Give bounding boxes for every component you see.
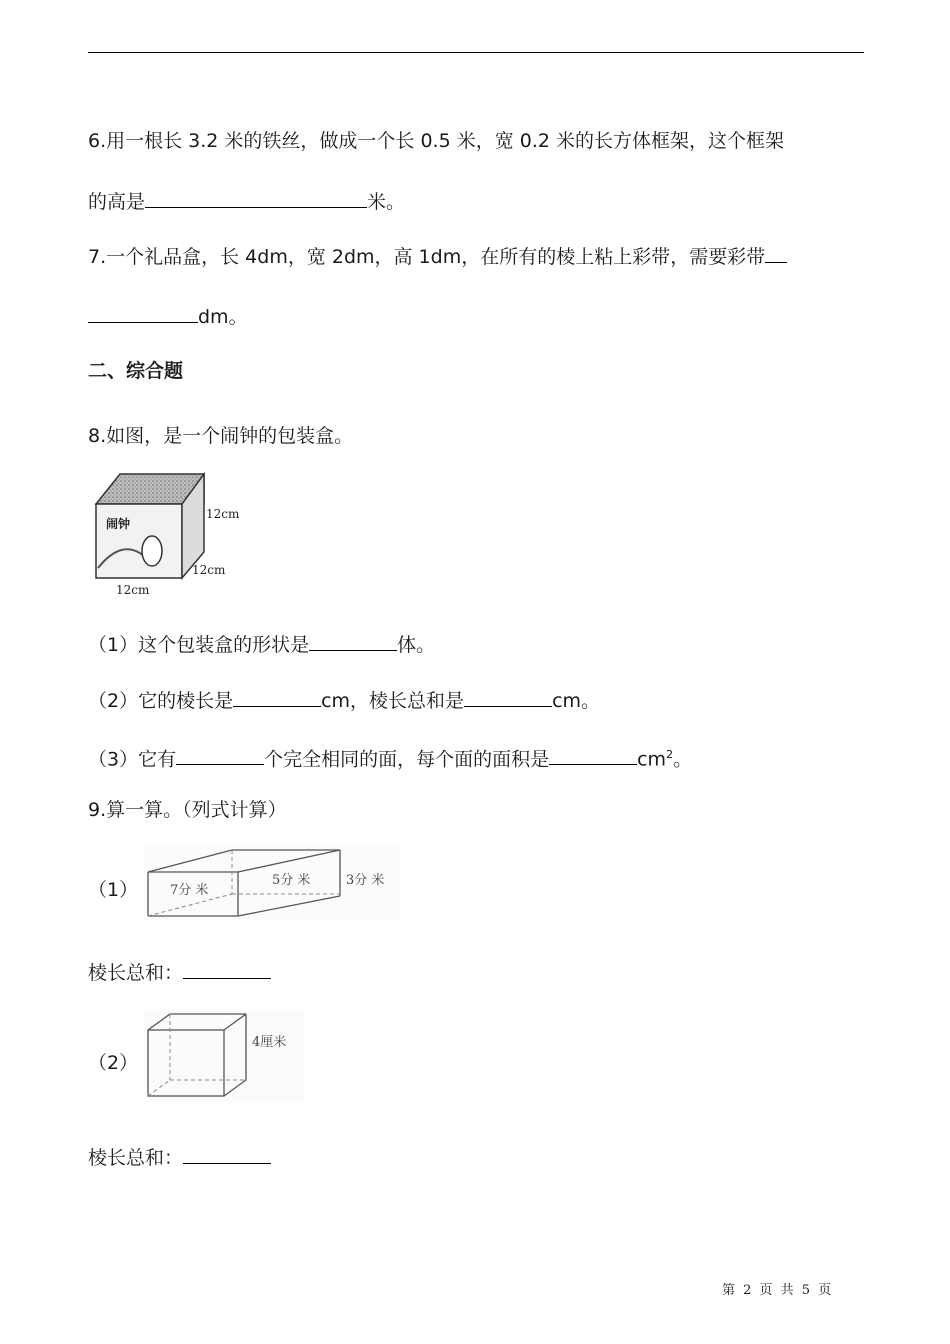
q8-sub2: （2）它的棱长是 cm，棱长总和是 cm。 [88, 690, 601, 712]
q6-line1: 6.用一根长 3.2 米的铁丝，做成一个长 0.5 米，宽 0.2 米的长方体框架，这个框架 [88, 130, 785, 152]
cuboid-figure [144, 844, 400, 920]
q8-sub3-blank2[interactable] [549, 746, 637, 765]
cuboid-length-label: 7分 米 [170, 883, 209, 898]
cube-edge-label: 4厘米 [252, 1035, 287, 1050]
q8-sub1-blank[interactable] [309, 632, 397, 651]
q6-answer-blank[interactable] [145, 189, 367, 208]
q9-p1-answer: 棱长总和： [88, 960, 271, 985]
dim-depth-label: 12cm [192, 563, 226, 577]
q7-line1: 7.一个礼品盒，长 4dm，宽 2dm，高 1dm，在所有的棱上粘上彩带，需要彩带 [88, 244, 787, 269]
cube-figure [144, 1010, 304, 1102]
q8-sub1: （1）这个包装盒的形状是 体。 [88, 634, 436, 656]
q7-answer-blank-part2[interactable] [88, 304, 198, 323]
q9-p1-label: （1） [88, 879, 139, 901]
q6-line2: 的高是 米。 [88, 191, 406, 213]
q8-stem: 8.如图，是一个闹钟的包装盒。 [88, 425, 354, 447]
q7-line2: dm。 [88, 304, 248, 329]
cuboid-width-label: 5分 米 [272, 873, 311, 888]
page-footer: 第 2 页 共 5 页 [722, 1283, 832, 1298]
alarm-clock-box-figure [92, 468, 252, 600]
q8-sub3-blank1[interactable] [176, 746, 264, 765]
header-rule [88, 52, 864, 53]
cuboid-height-label: 3分 米 [346, 873, 385, 888]
q9-stem: 9.算一算。（列式计算） [88, 799, 287, 821]
q9-p2-label: （2） [88, 1052, 139, 1074]
q9-p1-blank[interactable] [183, 960, 271, 979]
q7-answer-blank-part1[interactable] [765, 244, 787, 263]
q8-sub3: （3）它有 个完全相同的面，每个面的面积是 $cm^2$。 [88, 748, 693, 771]
q9-p2-answer: 棱长总和： [88, 1145, 271, 1170]
dim-height-label: 12cm [206, 507, 240, 521]
q8-sub2-blank2[interactable] [464, 688, 552, 707]
dim-width-label: 12cm [116, 583, 150, 597]
box-label-text: 闹钟 [106, 517, 131, 531]
q9-p2-blank[interactable] [183, 1145, 271, 1164]
section-heading: 二、综合题 [88, 360, 184, 382]
q8-sub2-blank1[interactable] [233, 688, 321, 707]
